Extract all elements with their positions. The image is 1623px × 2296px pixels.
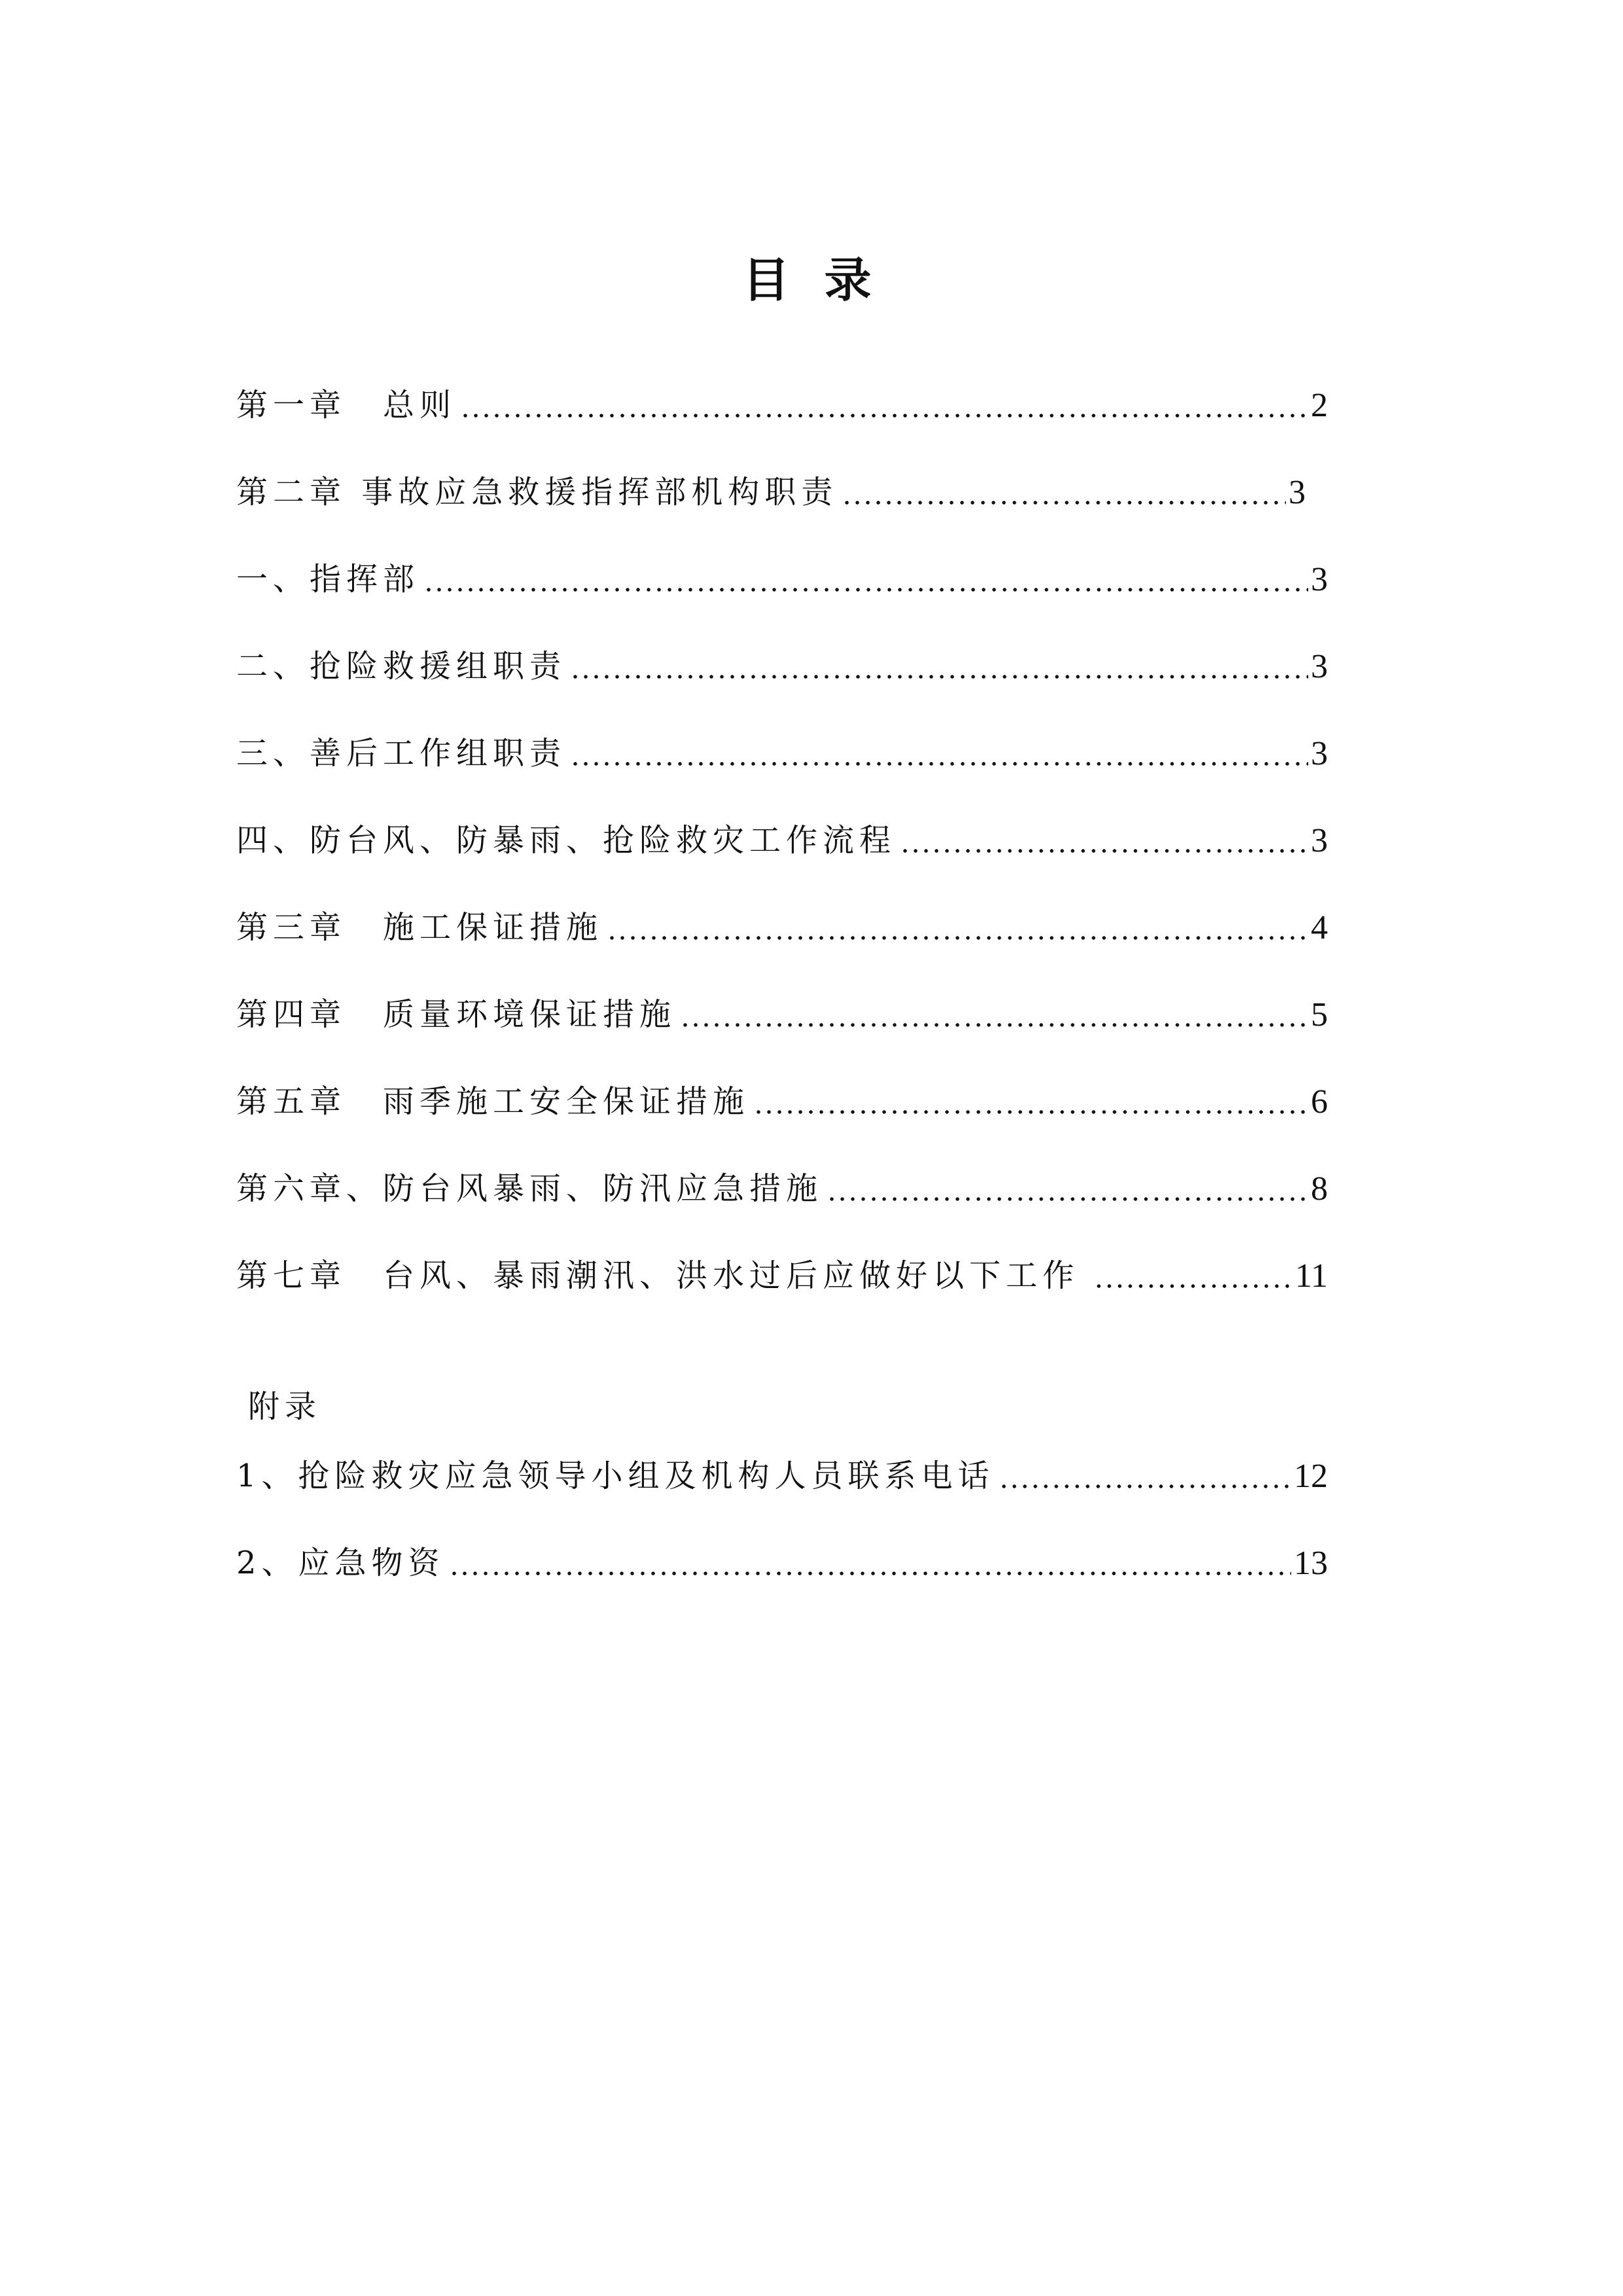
toc-entry-page: 3 [1289, 474, 1306, 511]
toc-entry-label: 四、防台风、防暴雨、抢险救灾工作流程 [236, 822, 897, 859]
toc-entry-page: 2 [1311, 387, 1328, 424]
toc-entry-label: 第二章 事故应急救援指挥部机构职责 [236, 474, 838, 511]
toc-entry-label: 1、抢险救灾应急领导小组及机构人员联系电话 [236, 1458, 995, 1494]
toc-dot-leader [827, 1145, 1308, 1232]
appendix-entry [236, 1520, 1328, 1607]
toc-entry [236, 623, 1328, 710]
toc-entry [236, 1058, 1328, 1145]
toc-dot-leader [449, 1520, 1291, 1607]
toc-entry-label: 第一章 总则 [236, 387, 457, 423]
toc-entry-label: 第五章 雨季施工安全保证措施 [236, 1083, 750, 1120]
toc-entry-label: 2、应急物资 [236, 1545, 445, 1581]
toc-entry [236, 1145, 1328, 1232]
table-of-contents [236, 362, 1328, 1607]
toc-dot-leader [570, 710, 1308, 797]
toc-dot-leader [999, 1433, 1291, 1520]
toc-entry [236, 449, 1328, 536]
toc-entry-label: 第三章 施工保证措施 [236, 909, 603, 946]
toc-entry-page: 13 [1294, 1545, 1328, 1582]
toc-dot-leader [842, 449, 1286, 536]
toc-dot-leader [680, 971, 1308, 1058]
toc-entry [236, 884, 1328, 971]
toc-entry-page: 3 [1311, 822, 1328, 859]
toc-dot-leader [900, 797, 1308, 884]
toc-entry [236, 971, 1328, 1058]
appendix-entry [236, 1433, 1328, 1520]
toc-dot-leader [753, 1058, 1308, 1145]
page-title: 目 录 [742, 252, 881, 308]
toc-entry [236, 1232, 1328, 1319]
toc-entry-label: 第七章 台风、暴雨潮汛、洪水过后应做好以下工作 [236, 1257, 1080, 1294]
toc-entry-page: 11 [1294, 1257, 1328, 1295]
toc-entry [236, 710, 1328, 797]
toc-entry [236, 536, 1328, 623]
toc-entry-page: 3 [1311, 648, 1328, 685]
toc-dot-leader [607, 884, 1308, 971]
toc-entry-label: 三、善后工作组职责 [236, 735, 567, 772]
toc-entry-label: 二、抢险救援组职责 [236, 648, 567, 685]
toc-entry-page: 6 [1311, 1083, 1328, 1121]
toc-entry-label: 一、指挥部 [236, 561, 420, 598]
toc-dot-leader [423, 536, 1308, 623]
toc-entry-page: 5 [1311, 996, 1328, 1033]
toc-entry-label: 第六章、防台风暴雨、防汛应急措施 [236, 1170, 823, 1207]
toc-entry-page: 3 [1311, 561, 1328, 598]
toc-entry [236, 362, 1328, 449]
appendix-heading: 附录 [248, 1388, 322, 1425]
toc-dot-leader [570, 623, 1308, 710]
toc-dot-leader [1094, 1232, 1293, 1319]
toc-entry-label: 第四章 质量环境保证措施 [236, 996, 677, 1033]
toc-entry-page: 4 [1311, 909, 1328, 946]
toc-entry-page: 12 [1294, 1458, 1328, 1495]
toc-entry-page: 3 [1311, 735, 1328, 772]
toc-dot-leader [460, 362, 1308, 449]
toc-entry [236, 797, 1328, 884]
toc-entry-page: 8 [1311, 1170, 1328, 1208]
